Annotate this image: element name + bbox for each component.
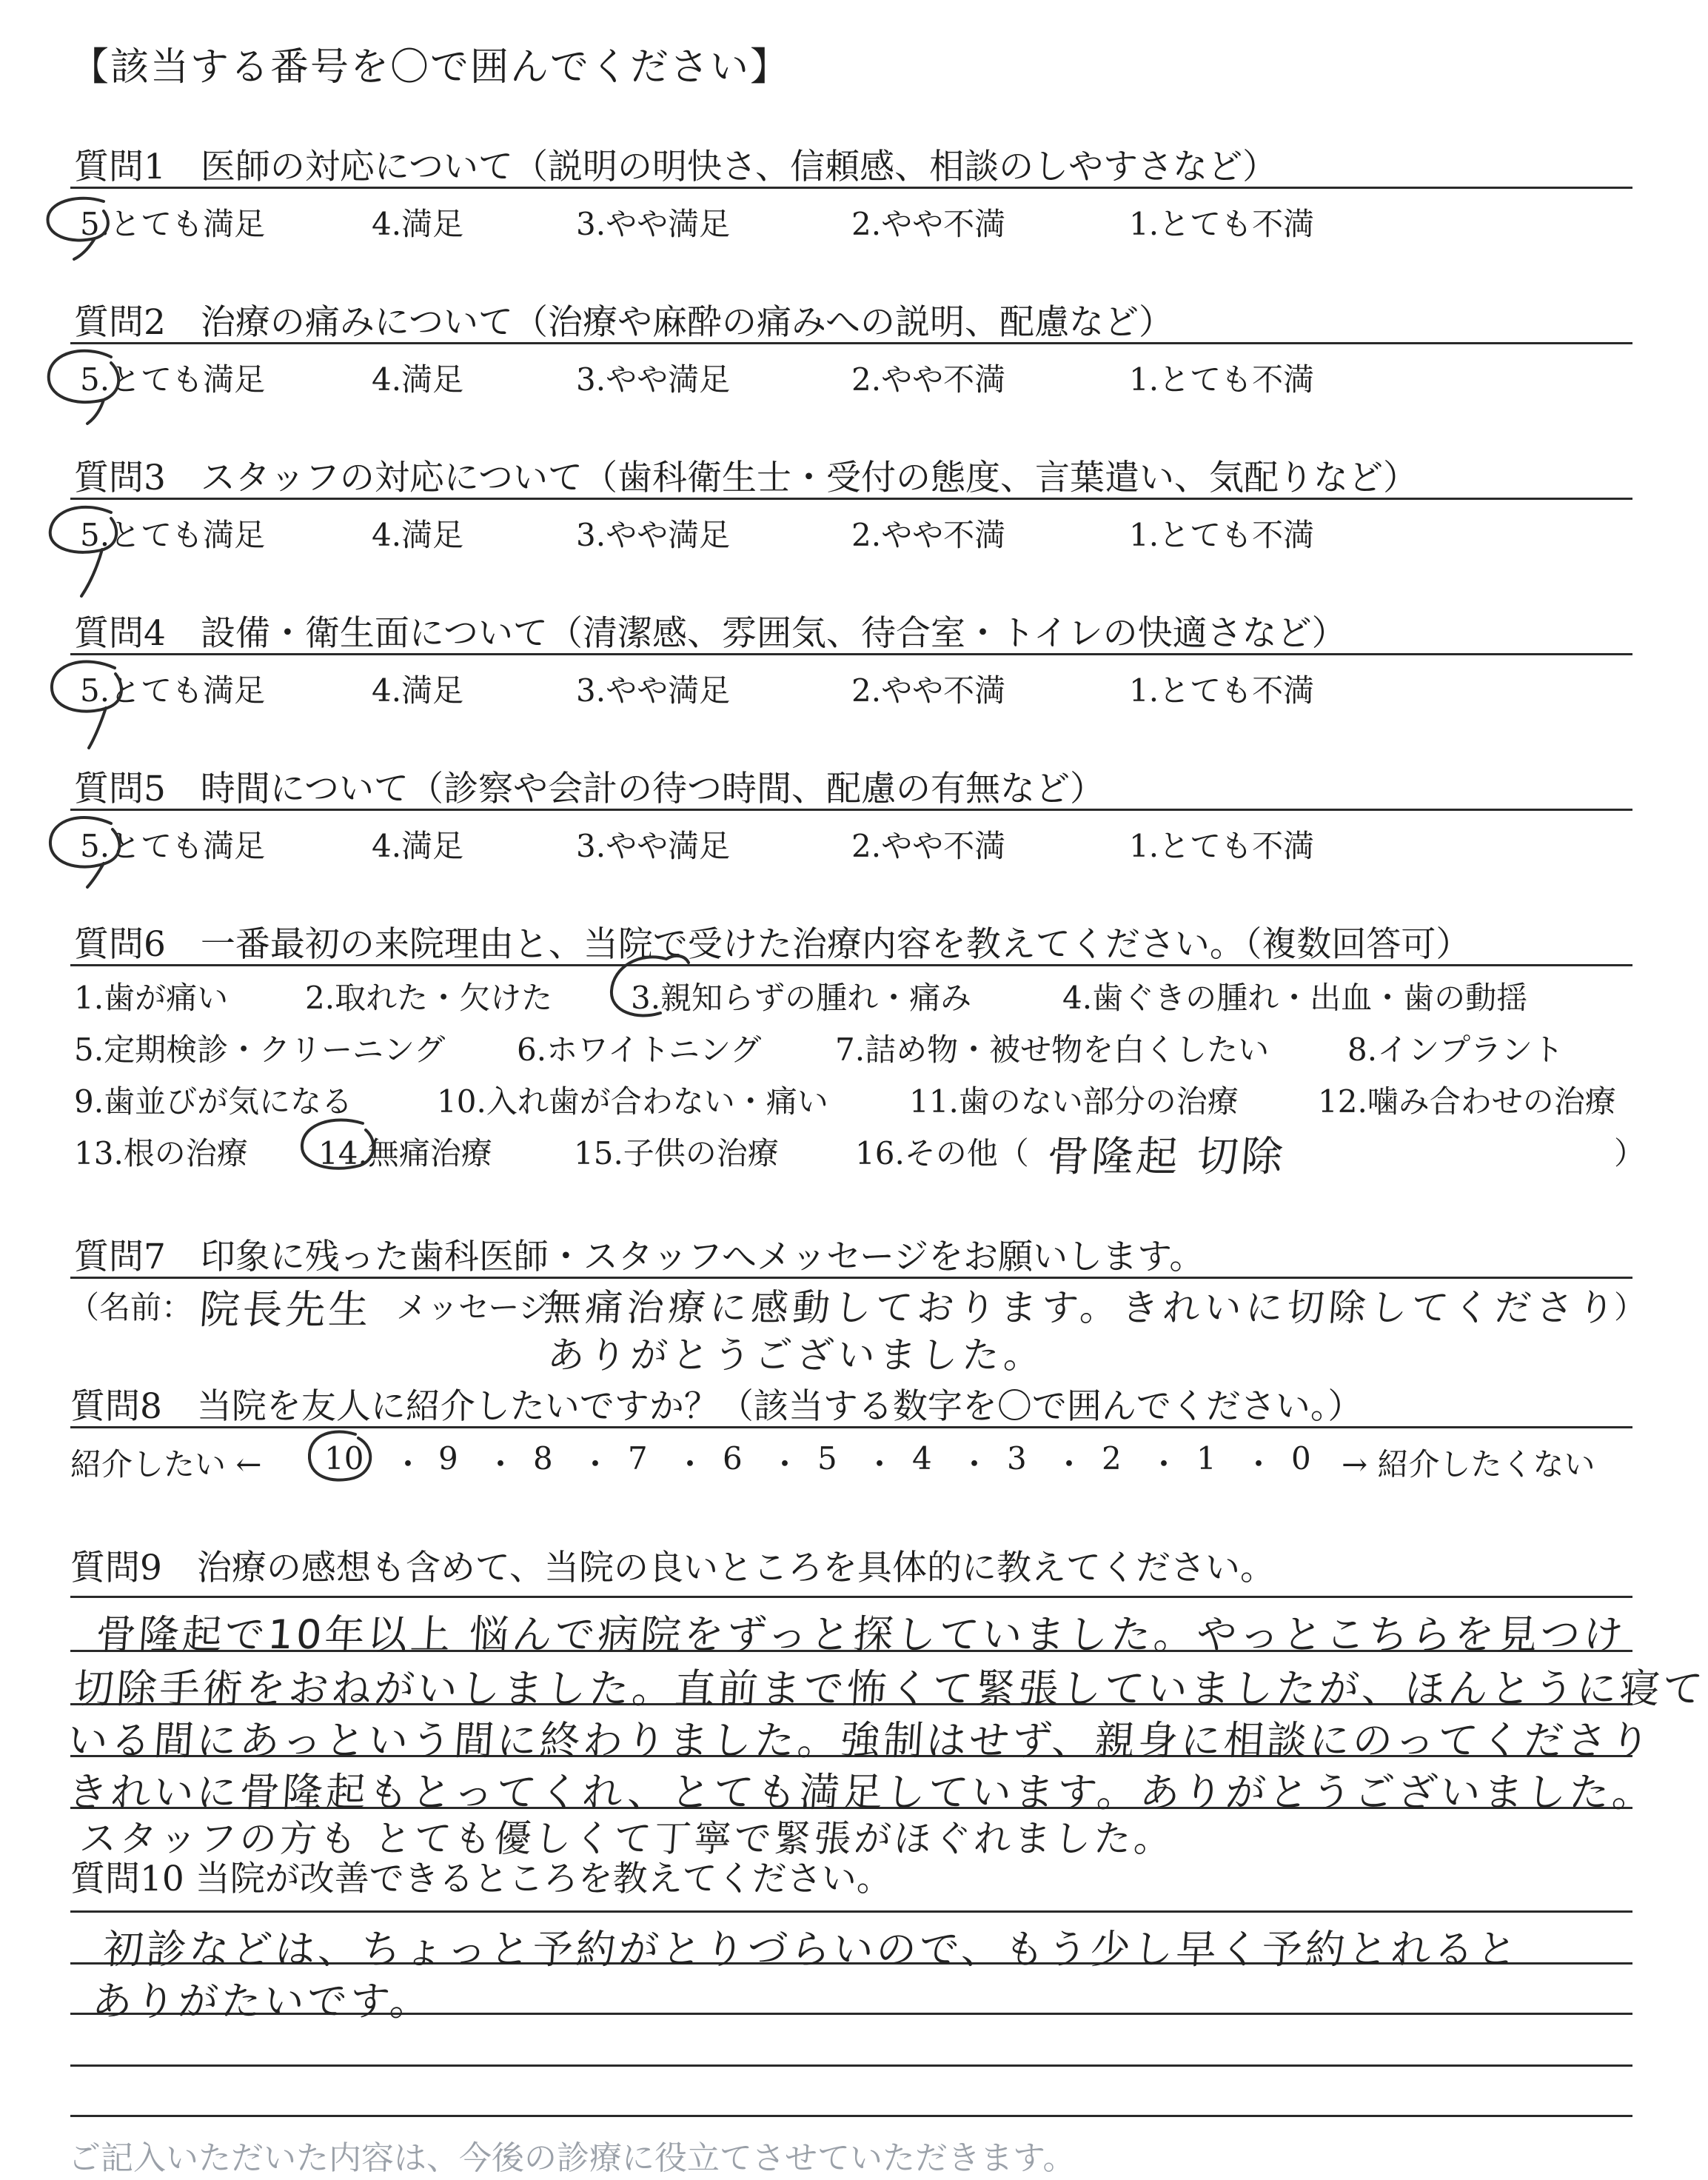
q6-option-8[interactable]: 8.インプラント xyxy=(1347,1032,1564,1068)
q8-separator: ・ xyxy=(580,1446,612,1482)
q2-option-2[interactable]: 2.やや不満 xyxy=(851,361,1006,398)
q2-option-3[interactable]: 3.やや満足 xyxy=(576,361,731,398)
page-title: 【該当する番号を〇で囲んでください】 xyxy=(70,45,791,90)
divider xyxy=(70,809,1632,811)
q6-option-7[interactable]: 7.詰め物・被せ物を白くしたい xyxy=(835,1032,1270,1068)
q6-option-13[interactable]: 13.根の治療 xyxy=(74,1135,248,1171)
q7-name-value[interactable]: 院長先生 xyxy=(198,1286,373,1333)
q4-option-2[interactable]: 2.やや不満 xyxy=(851,672,1006,709)
q2-option-4[interactable]: 4.満足 xyxy=(372,361,464,398)
question-6-label: 質問6 一番最初の来院理由と、当院で受けた治療内容を教えてください。（複数回答可） xyxy=(74,924,1471,965)
question-5-label: 質問5 時間について（診察や会計の待つ時間、配慮の有無など） xyxy=(74,769,1105,809)
q1-option-3[interactable]: 3.やや満足 xyxy=(576,206,731,242)
writing-line xyxy=(70,2115,1632,2117)
q8-separator: ・ xyxy=(392,1446,424,1482)
q9-answer-line: 骨隆起で10年以上 悩んで病院をずっと探していました。やっとこちらを見つけ xyxy=(94,1611,1628,1658)
writing-line xyxy=(70,2064,1632,2067)
q8-score-7[interactable]: 7 xyxy=(628,1440,648,1477)
q5-option-3[interactable]: 3.やや満足 xyxy=(576,828,731,864)
divider xyxy=(70,653,1632,655)
question-4-label: 質問4 設備・衛生面について（清潔感、雰囲気、待合室・トイレの快適さなど） xyxy=(74,613,1347,654)
q6-option-9[interactable]: 9.歯並びが気になる xyxy=(74,1083,353,1120)
q6-other-text[interactable]: 骨隆起 切除 xyxy=(1045,1133,1287,1181)
q4-option-3[interactable]: 3.やや満足 xyxy=(576,672,731,709)
q7-name-prefix: （名前： xyxy=(68,1289,193,1325)
divider xyxy=(70,1596,1632,1598)
q8-separator: ・ xyxy=(864,1446,896,1482)
divider xyxy=(70,964,1632,966)
q8-separator: ・ xyxy=(769,1446,801,1482)
q8-separator: ・ xyxy=(674,1446,706,1482)
q3-option-4[interactable]: 4.満足 xyxy=(372,517,464,553)
q8-score-2[interactable]: 2 xyxy=(1102,1440,1122,1477)
q10-answer-line: ありがたいです。 xyxy=(90,1978,435,2024)
question-8-label: 質問8 当院を友人に紹介したいですか？（該当する数字を〇で囲んでください。） xyxy=(70,1386,1363,1427)
divider xyxy=(70,1426,1632,1428)
q6-option-12[interactable]: 12.噛み合わせの治療 xyxy=(1318,1083,1616,1120)
q8-separator: ・ xyxy=(1243,1446,1275,1482)
q6-option-15[interactable]: 15.子供の治療 xyxy=(574,1135,779,1171)
question-7-label: 質問7 印象に残った歯科医師・スタッフへメッセージをお願いします。 xyxy=(74,1237,1205,1277)
q6-other-close: ） xyxy=(1614,1135,1646,1171)
q5-option-2[interactable]: 2.やや不満 xyxy=(851,828,1006,864)
question-3-label: 質問3 スタッフの対応について（歯科衛生士・受付の態度、言葉遣い、気配りなど） xyxy=(74,458,1418,498)
footer-note: ご記入いただいた内容は、今後の診療に役立てさせていただきます。 xyxy=(68,2139,1076,2177)
q6-option-5[interactable]: 5.定期検診・クリーニング xyxy=(74,1032,446,1068)
q8-score-0[interactable]: 0 xyxy=(1291,1440,1311,1477)
q2-option-1[interactable]: 1.とても不満 xyxy=(1129,361,1315,398)
q8-separator: ・ xyxy=(959,1446,991,1482)
q5-option-1[interactable]: 1.とても不満 xyxy=(1129,828,1315,864)
q8-score-10[interactable]: 10 xyxy=(324,1440,364,1477)
q8-score-8[interactable]: 8 xyxy=(533,1440,553,1477)
q8-score-9[interactable]: 9 xyxy=(438,1440,458,1477)
q8-score-3[interactable]: 3 xyxy=(1007,1440,1027,1477)
q9-answer-line: スタッフの方も とても優しくて丁寧で緊張がほぐれました。 xyxy=(78,1817,1176,1860)
q8-score-6[interactable]: 6 xyxy=(723,1440,743,1477)
divider xyxy=(70,342,1632,344)
q5-option-4[interactable]: 4.満足 xyxy=(372,828,464,864)
q3-option-2[interactable]: 2.やや不満 xyxy=(851,517,1006,553)
q8-separator: ・ xyxy=(1148,1446,1180,1482)
q8-score-5[interactable]: 5 xyxy=(817,1440,837,1477)
q3-option-1[interactable]: 1.とても不満 xyxy=(1129,517,1315,553)
q6-option-11[interactable]: 11.歯のない部分の治療 xyxy=(909,1083,1239,1120)
q6-option-4[interactable]: 4.歯ぐきの腫れ・出血・歯の動揺 xyxy=(1062,980,1528,1016)
q4-option-1[interactable]: 1.とても不満 xyxy=(1129,672,1315,709)
q4-option-4[interactable]: 4.満足 xyxy=(372,672,464,709)
q4-option-5[interactable]: 5.とても満足 xyxy=(80,672,266,709)
q6-option-2[interactable]: 2.取れた・欠けた xyxy=(305,980,553,1016)
q6-option-16[interactable]: 16.その他（ xyxy=(855,1135,1029,1171)
q7-message-line-2[interactable]: ありがとうございました。 xyxy=(546,1334,1047,1377)
q8-separator: ・ xyxy=(485,1446,517,1482)
q1-option-5[interactable]: 5.とても満足 xyxy=(80,206,266,242)
q6-option-14[interactable]: 14.無痛治療 xyxy=(318,1135,492,1171)
q3-option-3[interactable]: 3.やや満足 xyxy=(576,517,731,553)
q5-option-5[interactable]: 5.とても満足 xyxy=(80,828,266,864)
q1-option-4[interactable]: 4.満足 xyxy=(372,206,464,242)
q8-left-label: 紹介したい ← xyxy=(70,1446,262,1482)
q10-answer-line: 初診などは、ちょっと予約がとりづらいので、もう少し早く予約とれると xyxy=(101,1926,1521,1973)
q8-score-1[interactable]: 1 xyxy=(1196,1440,1216,1477)
q6-option-10[interactable]: 10.入れ歯が合わない・痛い xyxy=(437,1083,828,1120)
q1-option-1[interactable]: 1.とても不満 xyxy=(1129,206,1315,242)
q6-option-6[interactable]: 6.ホワイトニング xyxy=(517,1032,762,1068)
divider xyxy=(70,498,1632,500)
divider xyxy=(70,1910,1632,1913)
q9-answer-line: きれいに骨隆起もとってくれ、とても満足しています。ありがとうございました。 xyxy=(66,1769,1657,1816)
q9-answer-line: 切除手術をおねがいしました。直前まで怖くて緊張していましたが、ほんとうに寝て xyxy=(72,1665,1707,1712)
q2-option-5[interactable]: 5.とても満足 xyxy=(80,361,266,398)
q8-right-label: → 紹介したくない xyxy=(1342,1446,1595,1482)
q6-option-1[interactable]: 1.歯が痛い xyxy=(74,980,229,1016)
q6-option-3[interactable]: 3.親知らずの腫れ・痛み xyxy=(631,980,972,1016)
question-2-label: 質問2 治療の痛みについて（治療や麻酔の痛みへの説明、配慮など） xyxy=(74,302,1174,343)
q7-message-line-1[interactable]: 無痛治療に感動しております。きれいに切除してくださり xyxy=(542,1286,1621,1329)
q8-score-4[interactable]: 4 xyxy=(912,1440,932,1477)
q3-option-5[interactable]: 5.とても満足 xyxy=(80,517,266,553)
question-10-label: 質問10 当院が改善できるところを教えてください。 xyxy=(70,1859,891,1899)
question-9-label: 質問9 治療の感想も含めて、当院の良いところを具体的に教えてください。 xyxy=(70,1548,1275,1588)
q7-message-prefix: メッセージ： xyxy=(396,1289,581,1325)
q8-separator: ・ xyxy=(1054,1446,1085,1482)
q7-close: ） xyxy=(1614,1289,1646,1325)
q9-answer-line: いる間にあっという間に終わりました。強制はせず、親身に相談にのってくださり xyxy=(66,1717,1655,1764)
question-1-label: 質問1 医師の対応について（説明の明快さ、信頼感、相談のしやすさなど） xyxy=(74,147,1278,187)
q1-option-2[interactable]: 2.やや不満 xyxy=(851,206,1006,242)
divider xyxy=(70,187,1632,189)
